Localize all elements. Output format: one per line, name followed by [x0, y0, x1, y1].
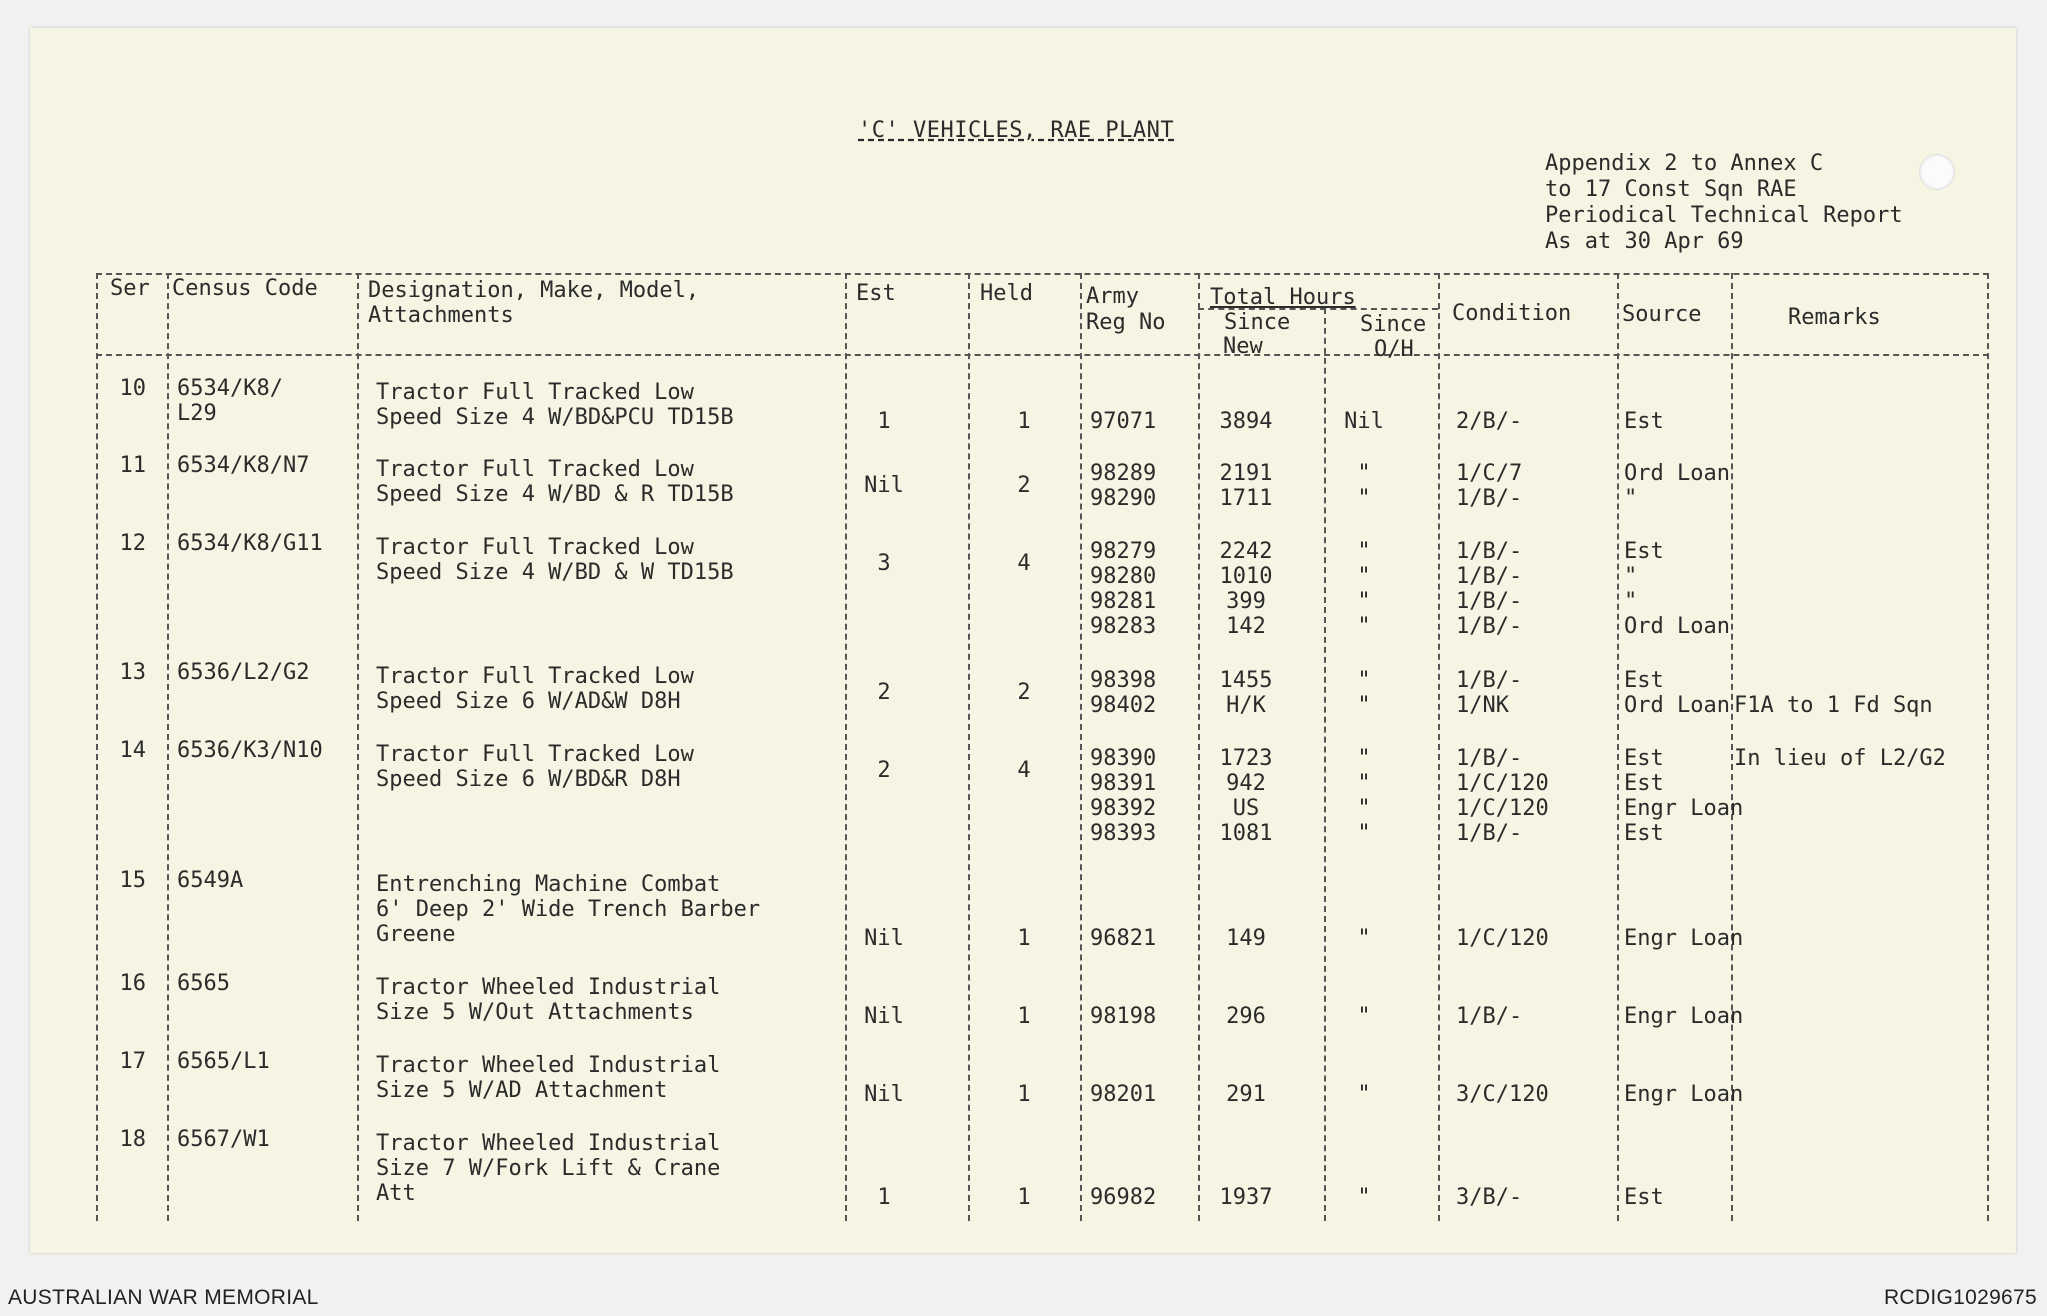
hours-since-oh: " — [1357, 1004, 1371, 1029]
army-reg-no: 96982 — [1090, 1185, 1157, 1210]
census-code: L29 — [177, 401, 217, 426]
ser-number: 14 — [119, 738, 146, 763]
header-bottom-rule — [96, 354, 1989, 356]
header-since-oh: Since — [1360, 312, 1427, 337]
ser-number: 10 — [119, 376, 146, 401]
census-code: 6565 — [177, 971, 230, 996]
hours-since-oh: " — [1357, 821, 1371, 846]
designation-line: Tractor Wheeled Industrial — [376, 1131, 721, 1156]
appendix-line: Periodical Technical Report — [1545, 203, 1903, 228]
punch-hole — [1919, 154, 1955, 190]
ser-number: 16 — [119, 971, 146, 996]
army-reg-no: 98390 — [1090, 746, 1157, 771]
hours-since-new: H/K — [1226, 693, 1266, 718]
designation-line: Speed Size 6 W/AD&W D8H — [376, 689, 681, 714]
designation-line: Tractor Full Tracked Low — [376, 380, 694, 405]
source-value: Engr Loan — [1624, 1082, 1744, 1107]
col-rule — [1324, 308, 1326, 1221]
condition-value: 1/B/- — [1456, 589, 1523, 614]
designation-line: Att — [376, 1181, 416, 1206]
header-remarks: Remarks — [1788, 305, 1881, 330]
source-value: Est — [1624, 771, 1664, 796]
hours-since-oh: " — [1357, 564, 1371, 589]
army-reg-no: 98393 — [1090, 821, 1157, 846]
footer-catalog-id: RCDIG1029675 — [1883, 1286, 2037, 1309]
header-census-code: Census Code — [172, 276, 318, 301]
hours-since-new: 942 — [1226, 771, 1266, 796]
source-value: Est — [1624, 1185, 1664, 1210]
designation-line: Tractor Full Tracked Low — [376, 742, 694, 767]
header-ser: Ser — [110, 276, 150, 301]
source-value: Ord Loan — [1624, 693, 1730, 718]
hours-since-oh: Nil — [1344, 409, 1384, 434]
source-value: " — [1624, 589, 1638, 614]
ser-number: 12 — [119, 531, 146, 556]
hours-since-oh: " — [1357, 746, 1371, 771]
condition-value: 1/B/- — [1456, 746, 1523, 771]
col-rule — [1080, 273, 1082, 1221]
held-value: 1 — [1017, 1185, 1031, 1210]
condition-value: 1/B/- — [1456, 821, 1523, 846]
census-code: 6534/K8/ — [177, 376, 283, 401]
hours-since-new: 296 — [1226, 1004, 1266, 1029]
ser-number: 15 — [119, 868, 146, 893]
hours-since-oh: " — [1357, 486, 1371, 511]
designation-line: Size 5 W/AD Attachment — [376, 1078, 668, 1103]
census-code: 6534/K8/N7 — [177, 453, 310, 478]
header-held: Held — [980, 281, 1033, 306]
header-total-hours: Total Hours — [1210, 285, 1356, 310]
hours-since-oh: " — [1357, 1185, 1371, 1210]
condition-value: 1/B/- — [1456, 668, 1523, 693]
hours-since-oh: " — [1357, 796, 1371, 821]
hours-since-oh: " — [1357, 771, 1371, 796]
census-code: 6536/K3/N10 — [177, 738, 323, 763]
census-code: 6549A — [177, 868, 244, 893]
ser-number: 13 — [119, 660, 146, 685]
header-designation: Designation, Make, Model, — [368, 278, 700, 303]
est-value: Nil — [864, 1004, 904, 1029]
col-rule — [167, 273, 169, 1221]
army-reg-no: 98198 — [1090, 1004, 1157, 1029]
held-value: 1 — [1017, 1082, 1031, 1107]
hours-since-oh: " — [1357, 668, 1371, 693]
table-top-rule — [96, 273, 1989, 275]
army-reg-no: 98283 — [1090, 614, 1157, 639]
designation-line: Speed Size 6 W/BD&R D8H — [376, 767, 681, 792]
designation-line: Tractor Full Tracked Low — [376, 664, 694, 689]
appendix-line: As at 30 Apr 69 — [1545, 229, 1744, 254]
designation-line: Tractor Wheeled Industrial — [376, 1053, 721, 1078]
held-value: 1 — [1017, 926, 1031, 951]
document-title: 'C' VEHICLES, RAE PLANT — [858, 118, 1175, 143]
condition-value: 1/B/- — [1456, 486, 1523, 511]
source-value: Est — [1624, 746, 1664, 771]
col-rule — [1731, 273, 1733, 1221]
hours-since-new: 1937 — [1219, 1185, 1273, 1210]
designation-line: Speed Size 4 W/BD & W TD15B — [376, 560, 734, 585]
hours-since-new: 2191 — [1219, 461, 1273, 486]
ser-number: 17 — [119, 1049, 146, 1074]
army-reg-no: 98279 — [1090, 539, 1157, 564]
hours-since-oh: " — [1357, 926, 1371, 951]
army-reg-no: 98392 — [1090, 796, 1157, 821]
held-value: 1 — [1017, 409, 1031, 434]
designation-line: Size 5 W/Out Attachments — [376, 1000, 694, 1025]
hours-since-new: 149 — [1226, 926, 1266, 951]
appendix-line: Appendix 2 to Annex C — [1545, 151, 1824, 176]
held-value: 2 — [1017, 680, 1031, 705]
col-rule — [1617, 273, 1619, 1221]
source-value: " — [1624, 564, 1638, 589]
hours-since-new: 3894 — [1219, 409, 1273, 434]
source-value: Ord Loan — [1624, 614, 1730, 639]
source-value: Ord Loan — [1624, 461, 1730, 486]
designation-line: Tractor Wheeled Industrial — [376, 975, 721, 1000]
hours-since-oh: " — [1357, 693, 1371, 718]
source-value: Est — [1624, 409, 1664, 434]
est-value: 1 — [877, 409, 891, 434]
est-value: 3 — [877, 551, 891, 576]
hours-since-new: US — [1232, 796, 1260, 821]
header-est: Est — [856, 281, 896, 306]
condition-value: 1/C/120 — [1456, 771, 1549, 796]
held-value: 2 — [1017, 473, 1031, 498]
designation-line: Tractor Full Tracked Low — [376, 457, 694, 482]
condition-value: 1/NK — [1456, 693, 1509, 718]
condition-value: 2/B/- — [1456, 409, 1523, 434]
designation-line: Speed Size 4 W/BD & R TD15B — [376, 482, 734, 507]
army-reg-no: 98290 — [1090, 486, 1157, 511]
census-code: 6565/L1 — [177, 1049, 270, 1074]
est-value: Nil — [864, 1082, 904, 1107]
appendix-line: to 17 Const Sqn RAE — [1545, 177, 1797, 202]
hours-since-new: 1711 — [1219, 486, 1273, 511]
header-designation: Attachments — [368, 303, 514, 328]
army-reg-no: 98289 — [1090, 461, 1157, 486]
col-rule — [1198, 273, 1200, 1221]
census-code: 6534/K8/G11 — [177, 531, 323, 556]
col-rule — [1438, 273, 1440, 1221]
condition-value: 3/C/120 — [1456, 1082, 1549, 1107]
hours-since-new: 291 — [1226, 1082, 1266, 1107]
hours-since-oh: " — [1357, 1082, 1371, 1107]
army-reg-no: 98402 — [1090, 693, 1157, 718]
condition-value: 1/C/120 — [1456, 926, 1549, 951]
source-value: Est — [1624, 539, 1664, 564]
hours-since-new: 2242 — [1219, 539, 1273, 564]
held-value: 1 — [1017, 1004, 1031, 1029]
source-value: Est — [1624, 821, 1664, 846]
army-reg-no: 98398 — [1090, 668, 1157, 693]
army-reg-no: 96821 — [1090, 926, 1157, 951]
header-army-reg: Reg No — [1086, 310, 1166, 335]
condition-value: 1/C/120 — [1456, 796, 1549, 821]
army-reg-no: 98281 — [1090, 589, 1157, 614]
designation-line: 6' Deep 2' Wide Trench Barber — [376, 897, 761, 922]
hours-since-oh: " — [1357, 539, 1371, 564]
hours-since-new: 1723 — [1219, 746, 1273, 771]
header-since-new: New — [1223, 334, 1263, 359]
hours-since-new: 399 — [1226, 589, 1266, 614]
designation-line: Speed Size 4 W/BD&PCU TD15B — [376, 405, 734, 430]
hours-since-oh: " — [1357, 589, 1371, 614]
col-rule — [1987, 273, 1989, 1221]
footer-institution: AUSTRALIAN WAR MEMORIAL — [8, 1286, 319, 1309]
est-value: 2 — [877, 758, 891, 783]
hours-since-new: 1455 — [1219, 668, 1273, 693]
hours-since-new: 1010 — [1219, 564, 1273, 589]
source-value: " — [1624, 486, 1638, 511]
hours-since-new: 142 — [1226, 614, 1266, 639]
designation-line: Entrenching Machine Combat — [376, 872, 721, 897]
header-condition: Condition — [1452, 301, 1572, 326]
remarks-value: F1A to 1 Fd Sqn — [1734, 693, 1933, 718]
est-value: 1 — [877, 1185, 891, 1210]
designation-line: Tractor Full Tracked Low — [376, 535, 694, 560]
col-rule — [357, 273, 359, 1221]
army-reg-no: 98201 — [1090, 1082, 1157, 1107]
source-value: Est — [1624, 668, 1664, 693]
census-code: 6567/W1 — [177, 1127, 270, 1152]
census-code: 6536/L2/G2 — [177, 660, 310, 685]
source-value: Engr Loan — [1624, 796, 1744, 821]
condition-value: 1/B/- — [1456, 1004, 1523, 1029]
col-rule — [968, 273, 970, 1221]
source-value: Engr Loan — [1624, 926, 1744, 951]
header-source: Source — [1622, 302, 1702, 327]
est-value: Nil — [864, 473, 904, 498]
est-value: Nil — [864, 926, 904, 951]
ser-number: 18 — [119, 1127, 146, 1152]
designation-line: Size 7 W/Fork Lift & Crane — [376, 1156, 721, 1181]
army-reg-no: 98391 — [1090, 771, 1157, 796]
header-army-reg: Army — [1086, 284, 1139, 309]
held-value: 4 — [1017, 758, 1031, 783]
header-since-oh: O/H — [1374, 337, 1414, 362]
source-value: Engr Loan — [1624, 1004, 1744, 1029]
ser-number: 11 — [119, 453, 146, 478]
appendix-reference — [1545, 151, 1903, 255]
held-value: 4 — [1017, 551, 1031, 576]
condition-value: 1/C/7 — [1456, 461, 1523, 486]
condition-value: 1/B/- — [1456, 614, 1523, 639]
condition-value: 1/B/- — [1456, 564, 1523, 589]
col-rule — [845, 273, 847, 1221]
army-reg-no: 98280 — [1090, 564, 1157, 589]
condition-value: 3/B/- — [1456, 1185, 1523, 1210]
hours-since-new: 1081 — [1219, 821, 1273, 846]
remarks-value: In lieu of L2/G2 — [1734, 746, 1946, 771]
header-since-new: Since — [1224, 310, 1291, 335]
hours-since-oh: " — [1357, 614, 1371, 639]
est-value: 2 — [877, 680, 891, 705]
hours-since-oh: " — [1357, 461, 1371, 486]
army-reg-no: 97071 — [1090, 409, 1157, 434]
designation-line: Greene — [376, 922, 456, 947]
condition-value: 1/B/- — [1456, 539, 1523, 564]
